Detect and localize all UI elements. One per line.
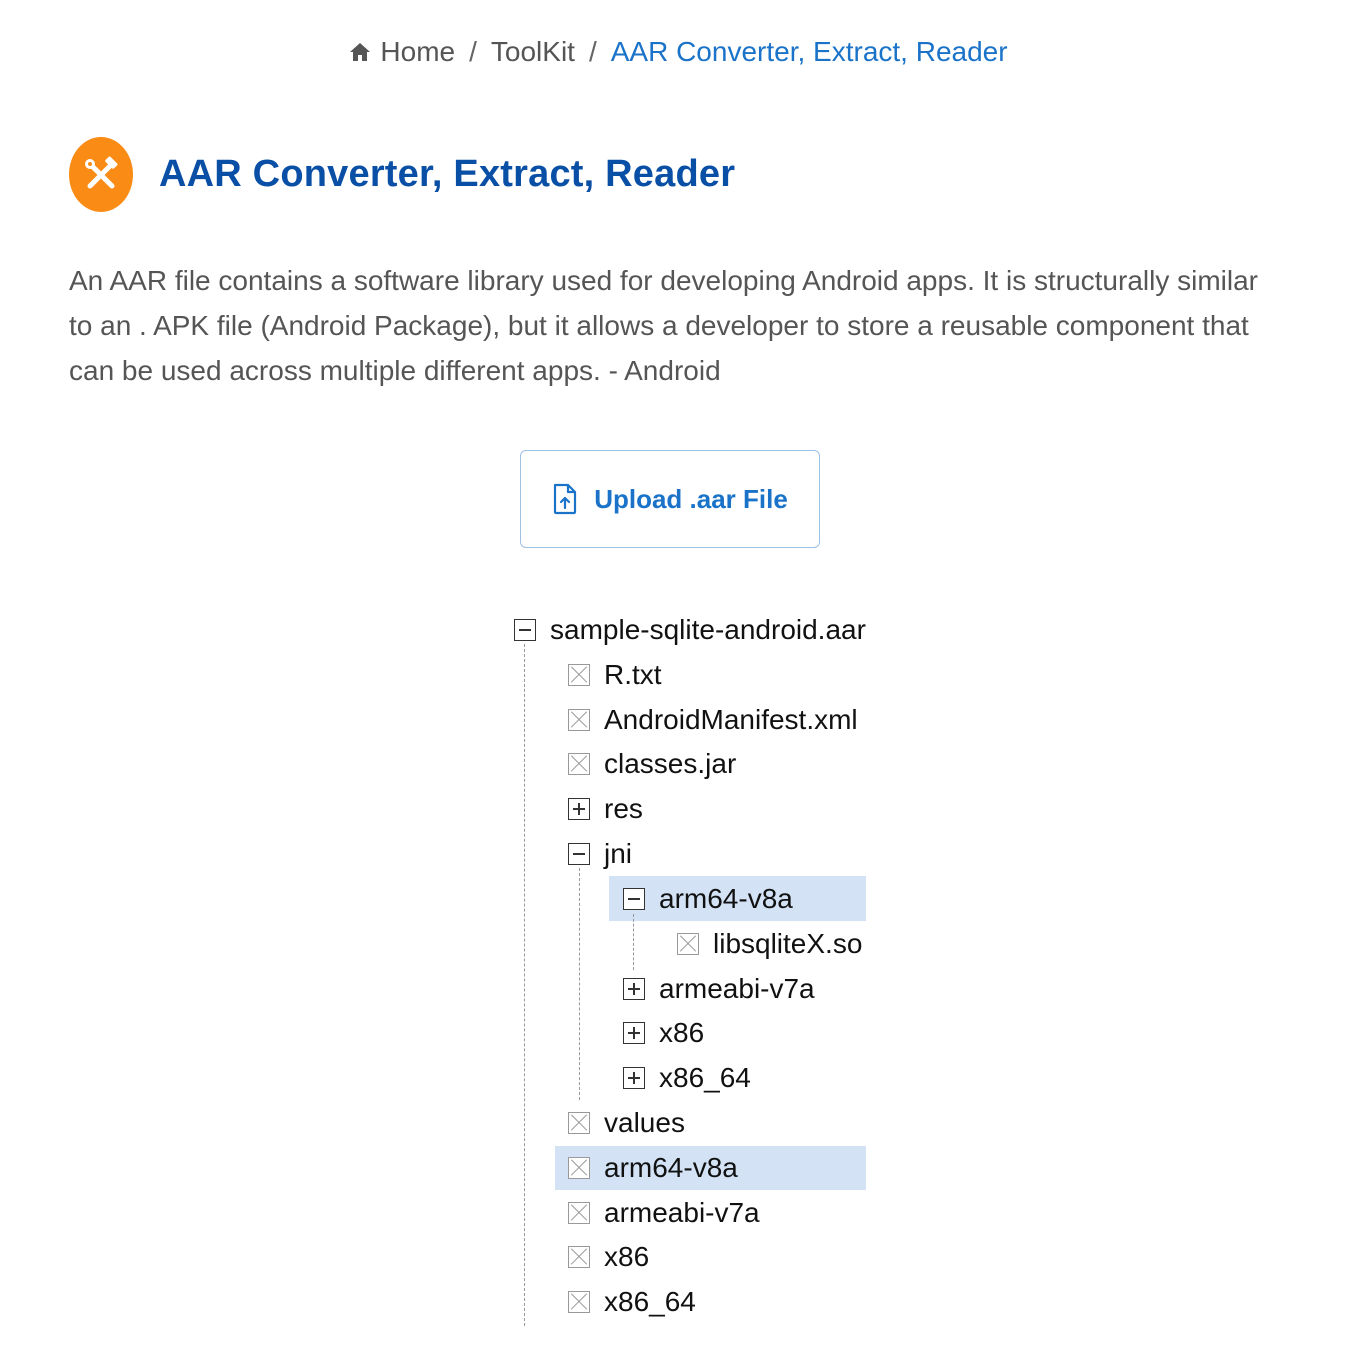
tree-node-label: arm64-v8a [604, 1152, 738, 1183]
tree-node-res[interactable] [568, 787, 643, 831]
tree-node-label: sample-sqlite-android.aar [550, 614, 866, 645]
file-upload-icon [552, 483, 578, 515]
collapse-icon[interactable] [514, 619, 536, 641]
file-leaf-icon [568, 664, 590, 686]
breadcrumb-current: AAR Converter, Extract, Reader [610, 36, 1008, 67]
expand-icon[interactable] [623, 1022, 645, 1044]
tree-node-label: x86 [659, 1017, 705, 1048]
tree-node-classes-jar[interactable] [568, 742, 736, 786]
tree-node-label: x86 [604, 1241, 650, 1272]
tree-node-jni-armeabi-v7a[interactable] [623, 967, 815, 1011]
collapse-icon[interactable] [623, 888, 645, 910]
tree-node-label: armeabi-v7a [659, 973, 815, 1004]
tree-node-jni[interactable] [568, 832, 632, 876]
file-leaf-icon [677, 933, 699, 955]
file-leaf-icon [568, 1202, 590, 1224]
tree-node-r-txt[interactable] [568, 653, 662, 697]
tree-node-label: R.txt [604, 659, 662, 690]
tree-node-label: jni [604, 838, 633, 869]
tree-node-libsqlitex-so[interactable] [677, 922, 862, 966]
tools-icon [69, 137, 133, 212]
tree-node-manifest[interactable] [568, 698, 858, 742]
file-leaf-icon [568, 1157, 590, 1179]
tree-node-label: armeabi-v7a [604, 1197, 760, 1228]
tree-node-label: values [604, 1107, 685, 1138]
tree-node-root[interactable] [514, 608, 866, 652]
home-icon[interactable] [348, 40, 372, 64]
file-leaf-icon [568, 1112, 590, 1134]
breadcrumb-separator: / [469, 36, 477, 67]
expand-icon[interactable] [568, 798, 590, 820]
page-title: AAR Converter, Extract, Reader [159, 153, 736, 195]
breadcrumb [0, 36, 1356, 68]
tree-node-label: res [604, 793, 643, 824]
breadcrumb-toolkit-link[interactable]: ToolKit [490, 36, 575, 67]
tree-guide-line [524, 644, 525, 1326]
file-tree [0, 608, 1356, 1348]
tree-node-label: AndroidManifest.xml [604, 704, 858, 735]
page-description: An AAR file contains a software library used for developing Android apps. It is structurally similar to an . APK file (Android Package), but it allows a developer to store a reusable component that can be used across multiple different apps. - Android [69, 265, 1259, 386]
tree-node-label: libsqliteX.so [713, 928, 863, 959]
file-leaf-icon [568, 709, 590, 731]
breadcrumb-home-link[interactable]: Home [380, 36, 456, 67]
collapse-icon[interactable] [568, 843, 590, 865]
page-header [69, 137, 735, 212]
breadcrumb-separator: / [588, 36, 597, 67]
tree-node-jni-x86-64[interactable] [623, 1056, 751, 1100]
tree-node-armeabi-v7a[interactable] [568, 1191, 760, 1235]
file-leaf-icon [568, 1246, 590, 1268]
tree-guide-line [633, 914, 634, 970]
tree-node-arm64-v8a[interactable] [568, 1146, 738, 1190]
tree-guide-line [579, 868, 580, 1100]
tree-node-label: arm64-v8a [659, 883, 793, 914]
upload-button-label: Upload .aar File [594, 483, 788, 514]
tree-node-values[interactable] [568, 1101, 685, 1145]
tree-node-jni-x86[interactable] [623, 1011, 704, 1055]
tree-node-label: x86_64 [604, 1286, 696, 1317]
tree-node-x86-64[interactable] [568, 1280, 696, 1324]
file-leaf-icon [568, 753, 590, 775]
tree-node-label: x86_64 [659, 1062, 751, 1093]
expand-icon[interactable] [623, 978, 645, 1000]
upload-aar-button[interactable] [520, 450, 820, 548]
tree-node-label: classes.jar [604, 748, 737, 779]
tree-node-x86[interactable] [568, 1235, 649, 1279]
expand-icon[interactable] [623, 1067, 645, 1089]
file-leaf-icon [568, 1291, 590, 1313]
tree-node-jni-arm64-v8a[interactable] [623, 877, 793, 921]
